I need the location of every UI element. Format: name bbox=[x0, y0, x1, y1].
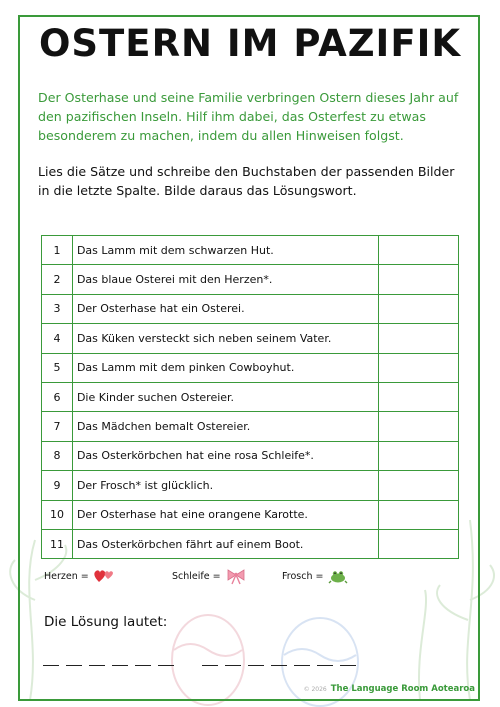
row-answer-cell[interactable] bbox=[379, 529, 459, 558]
solution-blanks bbox=[43, 664, 356, 666]
exercise-table bbox=[41, 235, 459, 559]
table-row bbox=[42, 412, 459, 441]
instruction-text: Lies die Sätze und schreibe den Buchstaben der passenden Bilder in die letzte Spalte. Bilde daraus das Lösungswort. bbox=[38, 164, 455, 198]
row-answer-cell[interactable] bbox=[379, 236, 459, 265]
row-number: 5 bbox=[42, 353, 73, 382]
solution-blank[interactable] bbox=[89, 664, 105, 666]
word-gap bbox=[181, 664, 195, 666]
legend-herzen bbox=[44, 566, 115, 586]
solution-blank[interactable] bbox=[158, 664, 174, 666]
solution-blank[interactable] bbox=[43, 664, 59, 666]
table-row bbox=[42, 236, 459, 265]
footer bbox=[304, 684, 475, 694]
solution-label: Die Lösung lautet: bbox=[44, 614, 168, 630]
solution-blank[interactable] bbox=[294, 664, 310, 666]
solution-blank[interactable] bbox=[135, 664, 151, 666]
legend-frosch bbox=[282, 566, 349, 586]
row-number: 8 bbox=[42, 441, 73, 470]
table-row bbox=[42, 353, 459, 382]
solution-blank[interactable] bbox=[66, 664, 82, 666]
table-row bbox=[42, 382, 459, 411]
row-number: 3 bbox=[42, 294, 73, 323]
table-row bbox=[42, 529, 459, 558]
solution-blank[interactable] bbox=[112, 664, 128, 666]
page-title: OSTERN IM PAZIFIK bbox=[38, 22, 462, 65]
row-number: 9 bbox=[42, 471, 73, 500]
row-number: 7 bbox=[42, 412, 73, 441]
legend-schleife-label: Schleife = bbox=[172, 570, 221, 582]
table-row bbox=[42, 441, 459, 470]
table-row bbox=[42, 265, 459, 294]
intro-text: Der Osterhase und seine Familie verbringen Ostern dieses Jahr auf den pazifischen Inseln. Hilf ihm dabei, das Osterfest zu etwas besonderem zu machen, indem du allen Hinweisen folgst. bbox=[38, 90, 459, 143]
footer-copyright: © 2026 bbox=[303, 686, 327, 693]
row-number: 2 bbox=[42, 265, 73, 294]
row-answer-cell[interactable] bbox=[379, 471, 459, 500]
legend-frosch-label: Frosch = bbox=[282, 570, 324, 582]
solution-blank[interactable] bbox=[225, 664, 241, 666]
bow-icon bbox=[225, 567, 247, 585]
row-answer-cell[interactable] bbox=[379, 500, 459, 529]
footer-brand: The Language Room Aotearoa bbox=[330, 684, 475, 694]
solution-blank[interactable] bbox=[271, 664, 287, 666]
row-sentence: Das Küken versteckt sich neben seinem Vater. bbox=[72, 324, 378, 353]
legend-herzen-label: Herzen = bbox=[44, 570, 89, 582]
table-row bbox=[42, 294, 459, 323]
row-number: 4 bbox=[42, 324, 73, 353]
row-answer-cell[interactable] bbox=[379, 441, 459, 470]
row-number: 10 bbox=[42, 500, 73, 529]
row-answer-cell[interactable] bbox=[379, 294, 459, 323]
row-answer-cell[interactable] bbox=[379, 382, 459, 411]
row-number: 6 bbox=[42, 382, 73, 411]
row-sentence: Die Kinder suchen Ostereier. bbox=[72, 382, 378, 411]
row-sentence: Der Osterhase hat eine orangene Karotte. bbox=[72, 500, 378, 529]
row-answer-cell[interactable] bbox=[379, 353, 459, 382]
hearts-icon bbox=[93, 567, 115, 585]
row-number: 1 bbox=[42, 236, 73, 265]
row-sentence: Das Osterkörbchen fährt auf einem Boot. bbox=[72, 529, 378, 558]
row-sentence: Der Frosch* ist glücklich. bbox=[72, 471, 378, 500]
table-row bbox=[42, 471, 459, 500]
row-sentence: Das Lamm mit dem schwarzen Hut. bbox=[72, 236, 378, 265]
solution-blank[interactable] bbox=[248, 664, 264, 666]
row-sentence: Das blaue Osterei mit den Herzen*. bbox=[72, 265, 378, 294]
legend-schleife bbox=[172, 566, 247, 586]
row-number: 11 bbox=[42, 529, 73, 558]
solution-blank[interactable] bbox=[202, 664, 218, 666]
row-sentence: Das Mädchen bemalt Ostereier. bbox=[72, 412, 378, 441]
solution-blank[interactable] bbox=[317, 664, 333, 666]
row-answer-cell[interactable] bbox=[379, 324, 459, 353]
solution-blank[interactable] bbox=[340, 664, 356, 666]
frog-icon bbox=[327, 567, 349, 585]
row-answer-cell[interactable] bbox=[379, 265, 459, 294]
table-row bbox=[42, 500, 459, 529]
row-sentence: Das Osterkörbchen hat eine rosa Schleife*. bbox=[72, 441, 378, 470]
row-sentence: Das Lamm mit dem pinken Cowboyhut. bbox=[72, 353, 378, 382]
table-row bbox=[42, 324, 459, 353]
row-sentence: Der Osterhase hat ein Osterei. bbox=[72, 294, 378, 323]
row-answer-cell[interactable] bbox=[379, 412, 459, 441]
